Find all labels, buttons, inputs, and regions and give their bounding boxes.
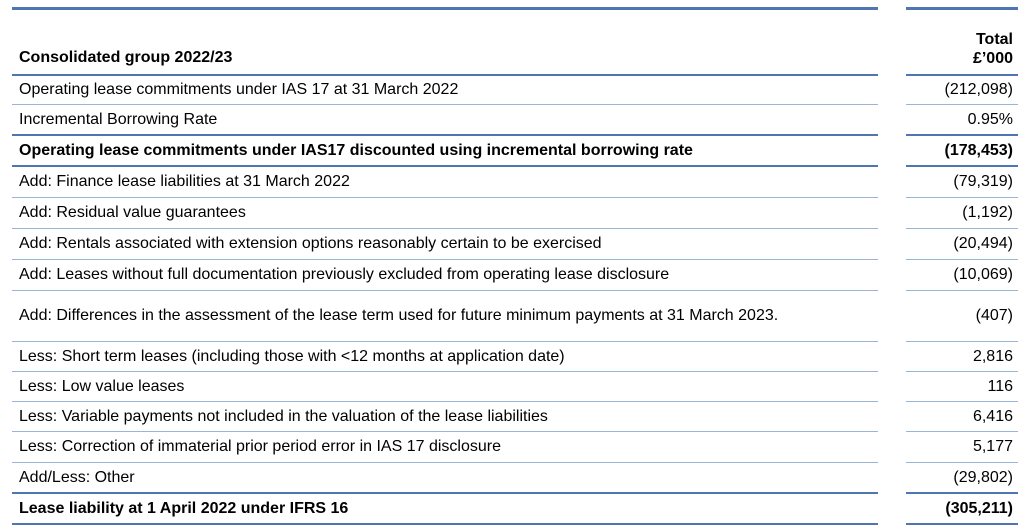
header-total-unit: £’000 — [972, 50, 1013, 67]
row-label: Less: Short term leases (including those with <12 months at application date) — [19, 347, 565, 365]
row-value: (212,098) — [944, 81, 1013, 98]
header-label: Consolidated group 2022/23 — [19, 49, 233, 66]
table-row — [0, 463, 1024, 492]
table-row-subtotal — [0, 136, 1024, 165]
row-label: Less: Correction of immaterial prior period error in IAS 17 disclosure — [19, 438, 501, 455]
table-row — [0, 76, 1024, 104]
row-value: 116 — [987, 377, 1013, 395]
row-value: 0.95% — [967, 110, 1013, 128]
table-header — [0, 10, 1024, 75]
row-value: (29,802) — [953, 468, 1013, 486]
row-label: Add: Rentals associated with extension options reasonably certain to be exercised — [19, 235, 602, 252]
row-label: Less: Low value leases — [19, 377, 185, 395]
row-value: 6,416 — [972, 407, 1013, 425]
table-row — [0, 105, 1024, 134]
row-label: Less: Variable payments not included in the valuation of the lease liabilities — [19, 407, 548, 425]
table-row — [0, 372, 1024, 401]
table-row — [0, 167, 1024, 197]
row-label: Add: Residual value guarantees — [19, 204, 246, 221]
row-label: Add: Finance lease liabilities at 31 March 2022 — [19, 173, 350, 190]
header-total-title: Total — [975, 31, 1013, 48]
row-label: Add: Leases without full documentation previously excluded from operating lease disclosure — [19, 266, 670, 283]
row-label: Lease liability at 1 April 2022 under IFRS 16 — [19, 499, 349, 517]
table-row — [0, 198, 1024, 228]
row-value: (305,211) — [945, 499, 1013, 517]
table-row — [0, 402, 1024, 431]
table-row — [0, 291, 1024, 341]
table-row — [0, 229, 1024, 259]
row-label: Add: Differences in the assessment of the lease term used for future minimum payments at 31 March 2023. — [19, 307, 779, 324]
table-row — [0, 342, 1024, 371]
row-label: Incremental Borrowing Rate — [19, 110, 218, 128]
row-value: (79,319) — [953, 173, 1013, 190]
row-value: 2,816 — [972, 347, 1013, 365]
table-row — [0, 432, 1024, 462]
row-value: (407) — [975, 307, 1013, 324]
table-row-total — [0, 494, 1024, 523]
row-label: Operating lease commitments under IAS17 discounted using incremental borrowing rate — [19, 141, 693, 159]
row-value: 5,177 — [972, 438, 1013, 455]
row-value: (178,453) — [944, 141, 1013, 159]
row-label: Operating lease commitments under IAS 17 at 31 March 2022 — [19, 81, 459, 98]
header-total-column — [973, 30, 1013, 68]
row-label: Add/Less: Other — [19, 468, 135, 486]
row-value: (10,069) — [953, 266, 1013, 283]
row-value: (20,494) — [953, 235, 1013, 252]
row-value: (1,192) — [962, 204, 1013, 221]
table-row — [0, 260, 1024, 290]
